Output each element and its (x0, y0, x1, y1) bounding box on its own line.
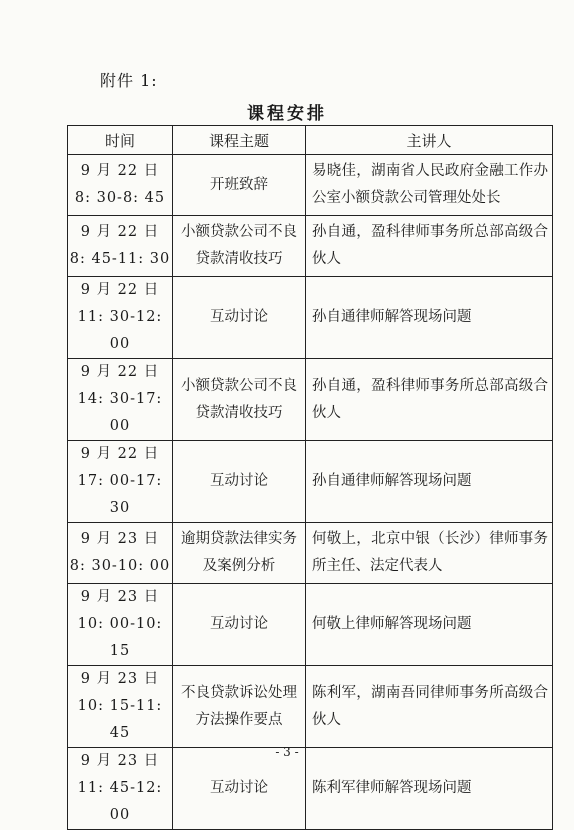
date-text: 9 月 22 日 (80, 282, 160, 298)
topic-cell (173, 216, 306, 277)
date-text: 9 月 22 日 (80, 364, 160, 380)
time-cell (68, 748, 173, 830)
table-row (68, 359, 553, 441)
topic-cell (173, 666, 306, 748)
topic-cell (173, 584, 306, 666)
table-row (68, 666, 553, 748)
time-text: 14: 30-17: 00 (77, 391, 163, 434)
time-text: 10: 00-10: 15 (77, 616, 163, 659)
time-cell (68, 441, 173, 523)
time-text: 10: 15-11: 45 (77, 698, 163, 741)
topic-cell (173, 748, 306, 830)
speaker-cell: 陈利军，湖南吾同律师事务所高级合伙人 (306, 666, 553, 748)
date-text: 9 月 23 日 (80, 589, 160, 605)
header-time: 时间 (68, 126, 173, 155)
table-row (68, 584, 553, 666)
speaker-cell: 何敬上律师解答现场问题 (306, 584, 553, 666)
header-topic: 课程主题 (173, 126, 306, 155)
topic-cell (173, 441, 306, 523)
topic-cell (173, 155, 306, 216)
speaker-cell: 何敬上，北京中银（长沙）律师事务所主任、法定代表人 (306, 523, 553, 584)
speaker-cell: 孙自通律师解答现场问题 (306, 277, 553, 359)
topic-line1: 互动讨论 (210, 616, 268, 632)
time-cell (68, 584, 173, 666)
schedule-table (67, 125, 553, 830)
schedule-title: 课程安排 (247, 104, 327, 124)
topic-line1: 小额贷款公司不良 (181, 224, 297, 240)
topic-line1: 不良贷款诉讼处理 (181, 684, 297, 701)
time-cell (68, 666, 173, 748)
topic-cell (173, 523, 306, 584)
time-text: 11: 30-12: 00 (77, 309, 163, 352)
date-text: 9 月 23 日 (80, 671, 160, 687)
topic-line2: 及案例分析 (202, 558, 276, 574)
time-text: 8: 30-10: 00 (69, 558, 171, 574)
table-row (68, 441, 553, 523)
table-row (68, 277, 553, 359)
table-header-row (68, 126, 553, 155)
topic-cell (173, 277, 306, 359)
time-cell (68, 523, 173, 584)
time-text: 8: 45-11: 30 (69, 251, 171, 267)
header-speaker: 主讲人 (306, 126, 553, 155)
topic-line1: 互动讨论 (210, 309, 268, 325)
page-number: - 3 - (275, 745, 299, 759)
table-row (68, 155, 553, 216)
time-cell (68, 155, 173, 216)
speaker-cell: 孙自通，盈科律师事务所总部高级合伙人 (306, 216, 553, 277)
topic-line1: 互动讨论 (210, 473, 268, 489)
time-cell (68, 277, 173, 359)
topic-cell (173, 359, 306, 441)
speaker-cell: 陈利军律师解答现场问题 (306, 748, 553, 830)
attachment-label: 附件 1: (100, 71, 158, 90)
time-text: 8: 30-8: 45 (74, 190, 166, 206)
topic-line1: 逾期贷款法律实务 (181, 531, 297, 547)
time-cell (68, 359, 173, 441)
speaker-cell: 易晓佳，湖南省人民政府金融工作办公室小额贷款公司管理处处长 (306, 155, 553, 216)
date-text: 9 月 23 日 (80, 531, 160, 547)
speaker-cell: 孙自通律师解答现场问题 (306, 441, 553, 523)
topic-line1: 互动讨论 (210, 780, 268, 796)
speaker-cell: 孙自通，盈科律师事务所总部高级合伙人 (306, 359, 553, 441)
time-cell (68, 216, 173, 277)
date-text: 9 月 22 日 (80, 446, 160, 462)
table-row (68, 216, 553, 277)
table-row (68, 748, 553, 830)
topic-line2: 贷款清收技巧 (195, 251, 283, 267)
date-text: 9 月 23 日 (80, 753, 160, 769)
topic-line1: 开班致辞 (210, 176, 268, 193)
time-text: 11: 45-12: 00 (77, 780, 163, 823)
topic-line1: 小额贷款公司不良 (181, 377, 297, 394)
date-text: 9 月 22 日 (80, 163, 160, 179)
topic-line2: 方法操作要点 (195, 711, 283, 728)
time-text: 17: 00-17: 30 (77, 473, 163, 516)
table-row (68, 523, 553, 584)
date-text: 9 月 22 日 (80, 224, 160, 240)
topic-line2: 贷款清收技巧 (195, 404, 283, 421)
